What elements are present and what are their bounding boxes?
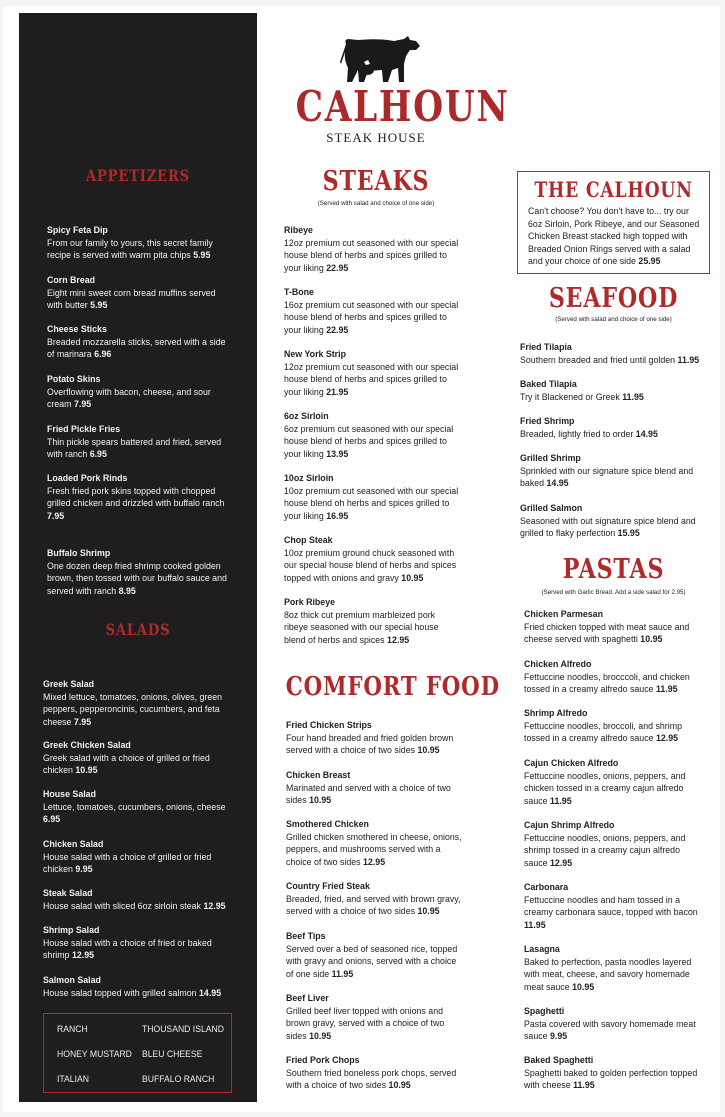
menu-item: Chicken Breast Marinated and served with a choice of two sides 10.95: [286, 770, 451, 807]
menu-item: Grilled Salmon Seasoned with out signature spice blend and grilled to flaky perfection 15.95: [520, 503, 696, 540]
cow-chicken-logo-icon: [338, 34, 424, 86]
the-calhoun-description: Can't choose? You don't have to... try our 6oz Sirloin, Pork Ribeye, and our Seasoned Chicken Breast stacked high topped with Breaded Onion Rings served with a salad and your choice of one side 25.95: [528, 206, 700, 268]
menu-item: Cheese Sticks Breaded mozzarella sticks, served with a side of marinara 6.96: [47, 324, 226, 361]
appetizers-heading: APPETIZERS: [86, 166, 190, 185]
steaks-heading: STEAKS: [322, 166, 430, 197]
menu-item: New York Strip 12oz premium cut seasoned with our special house blend of herbs and spices grilled to your liking 21.95: [284, 349, 459, 398]
menu-item: T-Bone 16oz premium cut seasoned with our special house blend of herbs and spices grilled to your liking 22.95: [284, 287, 459, 336]
menu-item: House Salad Lettuce, tomatoes, cucumbers, onions, cheese 6.95: [43, 789, 226, 826]
menu-item: Beef Tips Served over a bed of seasoned rice, topped with gravy and onions, served with a choice of one side 11.95: [286, 931, 458, 980]
salads-heading: SALADS: [105, 620, 171, 639]
dressing-option: RANCH: [57, 1023, 88, 1034]
menu-item: Ribeye 12oz premium cut seasoned with our special house blend of herbs and spices grilled to your liking 22.95: [284, 225, 459, 274]
menu-item: Grilled Shrimp Sprinkled with our signature spice blend and baked 14.95: [520, 453, 694, 490]
menu-item: Beef Liver Grilled beef liver topped with onions and brown gravy, served with a choice of two sides 10.95: [286, 993, 445, 1042]
menu-item: Cajun Shrimp Alfredo Fettuccine noodles, onions, peppers, and shrimp tossed in a creamy cajun alfredo sauce 12.95: [524, 820, 686, 869]
menu-item: Chicken Parmesan Fried chicken topped with meat sauce and cheese served with spaghetti 10.95: [524, 609, 690, 646]
menu-item: Chicken Salad House salad with a choice of grilled or fried chicken 9.95: [43, 839, 212, 876]
menu-item: Pork Ribeye 8oz thick cut premium marbleized pork ribeye seasoned with our special house blend of herbs and spices 12.95: [284, 597, 439, 646]
menu-item: Fried Tilapia Southern breaded and fried until golden 11.95: [520, 342, 700, 366]
steaks-note: (Served with salad and choice of one side): [317, 200, 435, 207]
dressing-option: HONEY MUSTARD: [57, 1048, 132, 1059]
menu-item: Chop Steak 10oz premium ground chuck seasoned with our special house blend of herbs and spices topped with onions and gravy 10.95: [284, 535, 457, 584]
menu-item: Cajun Chicken Alfredo Fettuccine noodles, onions, peppers, and chicken tossed in a creamy cajun alfredo sauce 11.95: [524, 758, 686, 807]
menu-item: Shrimp Salad House salad with a choice of fried or baked shrimp 12.95: [43, 925, 212, 962]
menu-item: Baked Spaghetti Spaghetti baked to golden perfection topped with cheese 11.95: [524, 1055, 698, 1092]
menu-item: Spicy Feta Dip From our family to yours, this secret family recipe is served with warm pita chips 5.95: [47, 225, 213, 262]
menu-item: Buffalo Shrimp One dozen deep fried shrimp cooked golden brown, then tossed with our buffalo sauce and served with ranch 8.95: [47, 548, 227, 597]
pastas-heading: PASTAS: [562, 554, 665, 585]
menu-item: Salmon Salad House salad topped with grilled salmon 14.95: [43, 975, 222, 999]
the-calhoun-heading: THE CALHOUN: [534, 177, 693, 202]
menu-item: Greek Chicken Salad Greek salad with a choice of grilled or fried chicken 10.95: [43, 740, 210, 777]
menu-item: Lasagna Baked to perfection, pasta noodles layered with meat, cheese, and savory homemade meat sauce 10.95: [524, 944, 692, 993]
menu-item: Corn Bread Eight mini sweet corn bread muffins served with butter 5.95: [47, 275, 216, 312]
dressing-option: ITALIAN: [57, 1073, 89, 1084]
menu-item: Shrimp Alfredo Fettuccine noodles, broccoli, and shrimp tossed in a creamy alfredo sauce 12.95: [524, 708, 682, 745]
seafood-heading: SEAFOOD: [548, 283, 679, 314]
menu-item: Baked Tilapia Try it Blackened or Greek 11.95: [520, 379, 644, 403]
menu-item: Greek Salad Mixed lettuce, tomatoes, onions, olives, green peppers, pepperoncinis, cucumbers, and feta cheese 7.95: [43, 679, 223, 728]
menu-item: Chicken Alfredo Fettuccine noodles, brocccoli, and chicken tossed in a creamy alfredo sauce 11.95: [524, 659, 690, 696]
menu-item: Country Fried Steak Breaded, fried, and served with brown gravy, served with a choice of two sides 10.95: [286, 881, 461, 918]
menu-item: Smothered Chicken Grilled chicken smothered in cheese, onions, peppers, and mushrooms served with a choice of two sides 12.95: [286, 819, 462, 868]
menu-item: Spaghetti Pasta covered with savory homemade meat sauce 9.95: [524, 1006, 696, 1043]
menu-item: Fried Pickle Fries Thin pickle spears battered and fried, served with ranch 6.95: [47, 424, 222, 461]
comfort-food-heading: COMFORT FOOD: [285, 672, 500, 702]
restaurant-subtitle: STEAK HOUSE: [326, 130, 426, 145]
seafood-note: (Served with salad and choice of one side): [555, 316, 672, 323]
dressing-option: BLEU CHEESE: [142, 1048, 203, 1059]
menu-item: Fried Pork Chops Southern fried boneless pork chops, served with a choice of two sides 10.95: [286, 1055, 457, 1092]
menu-item: 6oz Sirloin 6oz premium cut seasoned with our special house blend of herbs and spices grilled to your liking 13.95: [284, 411, 454, 460]
pastas-note: (Served with Garlic Bread. Add a side salad for 2.95): [541, 589, 686, 596]
menu-item: Fried Chicken Strips Four hand breaded and fried golden brown served with a choice of two sides 10.95: [286, 720, 454, 757]
restaurant-name: CALHOUN: [295, 82, 510, 131]
menu-item: Potato Skins Overflowing with bacon, cheese, and sour cream 7.95: [47, 374, 211, 411]
menu-item: Loaded Pork Rinds Fresh fried pork skins topped with chopped grilled chicken and drizzled with buffalo ranch 7.95: [47, 473, 225, 522]
dressing-option: THOUSAND ISLAND: [142, 1023, 224, 1034]
menu-item: Fried Shrimp Breaded, lightly fried to order 14.95: [520, 416, 658, 440]
menu-item: Steak Salad House salad with sliced 6oz sirloin steak 12.95: [43, 888, 226, 912]
menu-item: Carbonara Fettuccine noodles and ham tossed in a creamy carbonara sauce, topped with bacon 11.95: [524, 882, 698, 931]
menu-item: 10oz Sirloin 10oz premium cut seasoned with our special house blend oh herbs and spices grilled to your liking 16.95: [284, 473, 459, 522]
dressing-option: BUFFALO RANCH: [142, 1073, 215, 1084]
